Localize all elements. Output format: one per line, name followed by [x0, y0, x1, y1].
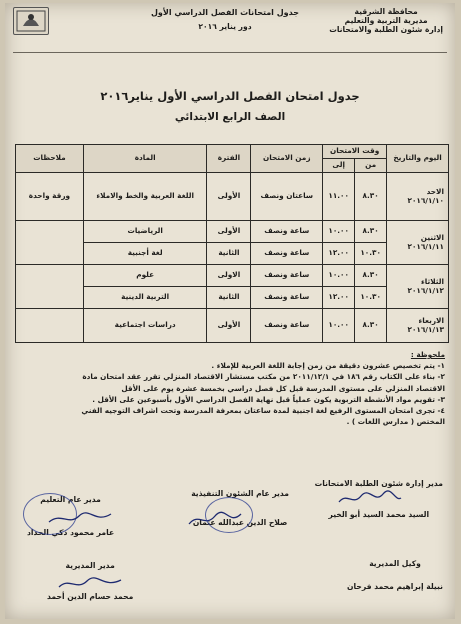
header-center [135, 8, 315, 31]
day-date-cell [387, 173, 449, 221]
from-cell: ١٠.٣٠ [355, 243, 387, 265]
subject-cell: دراسات اجتماعية [83, 309, 207, 343]
header-session: دور يناير ٢٠١٦ [198, 22, 252, 31]
signatory-name: نبيلة إبراهيم محمد فرحان [347, 582, 443, 591]
duration-cell: ساعتان ونصف [251, 173, 323, 221]
signatory-name: صلاح الدين عبدالله عثمان [192, 518, 288, 527]
issuer-block [329, 7, 443, 34]
col-to: إلى [323, 159, 355, 173]
period-cell: الأولى [207, 173, 251, 221]
subject-cell: اللغة العربية والخط والاملاء [83, 173, 207, 221]
page-title: جدول امتحان الفصل الدراسي الأول يناير٢٠١٦ [100, 89, 360, 103]
notes-heading: ملحوظة : [410, 350, 445, 359]
header-title: جدول امتحانات الفصل الدراسي الأول [150, 8, 300, 17]
day-date-cell [387, 309, 449, 343]
signatory-title: مدير المديرية [65, 561, 115, 570]
col-day-date: اليوم والتاريخ [387, 145, 449, 173]
duration-cell: ساعة ونصف [251, 221, 323, 243]
col-subject: المادة [83, 145, 207, 173]
from-cell: ٨.٣٠ [355, 173, 387, 221]
table-row [16, 221, 449, 243]
to-cell: ١٠.٠٠ [323, 265, 355, 287]
from-cell: ١٠.٣٠ [355, 287, 387, 309]
from-cell: ٨.٣٠ [355, 265, 387, 287]
governorate-line: محافظة الشرقية [354, 7, 418, 16]
period-cell: الأولى [207, 221, 251, 243]
duration-cell: ساعة ونصف [251, 287, 323, 309]
duration-cell: ساعة ونصف [251, 265, 323, 287]
department-line: إدارة شئون الطلبة والامتحانات [329, 25, 443, 34]
from-cell: ٨.٣٠ [355, 309, 387, 343]
notes-block [17, 349, 445, 427]
note-cell [16, 309, 84, 343]
table-row [16, 309, 449, 343]
signature-deputy [347, 559, 443, 591]
note-line: ٤- تجرى امتحان المستوى الرفيع لغة اجنبية لمدة ساعتان بمعرفة المدرسة وتحت اشراف التوجيه الفني [81, 406, 445, 416]
period-cell: الثانية [207, 243, 251, 265]
subject-cell: لغة أجنبية [83, 243, 207, 265]
signatory-name: محمد حسام الدين أحمد [47, 592, 134, 601]
note-cell [16, 265, 84, 309]
day-name: الاثنين [420, 233, 444, 243]
day-name: الاربعاء [418, 316, 444, 326]
handwritten-signature [45, 508, 115, 528]
from-cell: ٨.٣٠ [355, 221, 387, 243]
col-from: من [355, 159, 387, 173]
duration-cell: ساعة ونصف [251, 309, 323, 343]
subject-cell: التربية الدينية [83, 287, 207, 309]
day-name: الاحد [426, 187, 444, 197]
note-cell: ورقة واحدة [16, 173, 84, 221]
exam-schedule-table [15, 144, 449, 343]
col-exam-time: وقت الامتحان [323, 145, 387, 159]
note-cell [16, 221, 84, 265]
exam-date: ٢٠١٦/١/١٣ [407, 324, 444, 334]
official-stamp [205, 497, 253, 533]
day-date-cell [387, 265, 449, 309]
to-cell: ١٠.٠٠ [323, 221, 355, 243]
note-line: ٢- بناء على الكتاب رقم ١٨٦ في ٢٠١١/١٢/١ من مكتب مستشار الاقتصاد المنزلي تقرر عقد امتحان مادة [82, 372, 445, 382]
signatory-title: مدير عام التعليم [40, 495, 101, 504]
document-page [5, 3, 455, 619]
period-cell: الاولى [207, 265, 251, 287]
col-duration: زمن الامتحان [251, 145, 323, 173]
day-name: الثلاثاء [421, 277, 444, 287]
signatory-title: مدير إدارة شئون الطلبة الامتحانات [314, 479, 443, 488]
signatory-title: وكيل المديرية [369, 559, 421, 568]
emblem-logo [13, 7, 49, 35]
col-notes: ملاحظات [16, 145, 84, 173]
col-period: الفترة [207, 145, 251, 173]
duration-cell: ساعة ونصف [251, 243, 323, 265]
signatory-name: السيد محمد السيد أبو الخير [328, 510, 430, 519]
signatory-title: مدير عام الشئون التنفيذية [191, 489, 289, 498]
to-cell: ١١.٠٠ [323, 173, 355, 221]
period-cell: الأولى [207, 309, 251, 343]
subject-cell: الرياضيات [83, 221, 207, 243]
period-cell: الثانية [207, 287, 251, 309]
note-line: ١- يتم تخصيص عشرون دقيقة من زمن إجابة اللغة العربية للإملاء . [211, 361, 445, 371]
exam-date: ٢٠١٦/١/١٢ [407, 285, 444, 295]
note-line: المختص ( مدارس اللغات ) . [346, 417, 445, 427]
grade-subtitle: الصف الرابع الابتدائي [174, 111, 286, 123]
signatory-name: عامر محمود ذكي الحداد [27, 528, 115, 537]
handwritten-signature [55, 575, 125, 593]
exam-date: ٢٠١٦/١/١٠ [407, 195, 444, 205]
to-cell: ١٠.٠٠ [323, 309, 355, 343]
subject-cell: علوم [83, 265, 207, 287]
note-line: الاقتصاد المنزلي على مستوى المدرسة قبل كل فصل دراسي بخمسة عشرة يوم على الأقل [121, 383, 445, 393]
day-date-cell [387, 221, 449, 265]
header-rule [13, 52, 447, 53]
to-cell: ١٢.٠٠ [323, 243, 355, 265]
handwritten-signature [335, 490, 405, 508]
directorate-line: مديرية التربية والتعليم [344, 16, 428, 25]
table-row [16, 173, 449, 221]
note-line: ٣- تقويم مواد الأنشطة التربوية يكون عملياً قبل نهاية الفصل الدراسي الأول بأسبوعين على الأقل . [92, 394, 445, 404]
table-row [16, 265, 449, 287]
to-cell: ١٢.٠٠ [323, 287, 355, 309]
exam-date: ٢٠١٦/١/١١ [407, 241, 444, 251]
